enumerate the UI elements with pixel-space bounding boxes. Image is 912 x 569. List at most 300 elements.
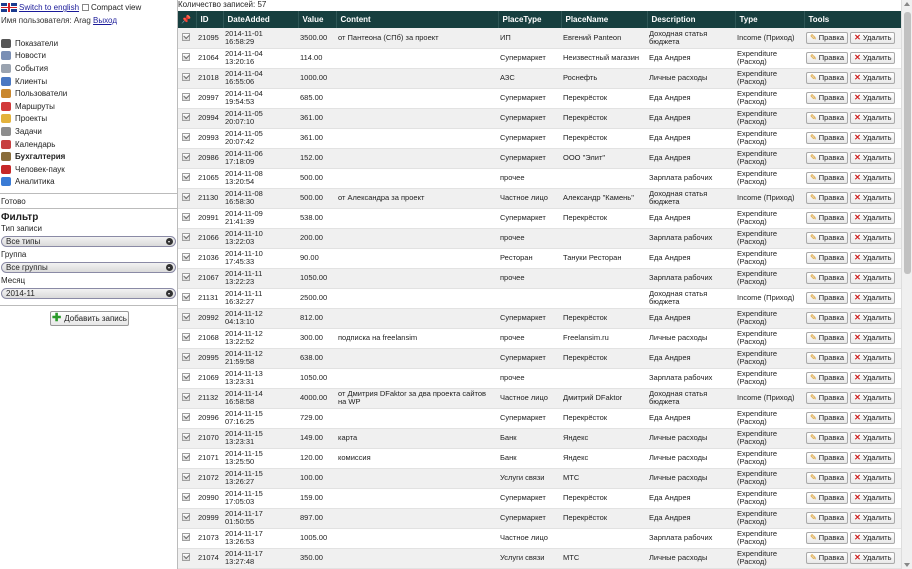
delete-button[interactable] [850,432,895,444]
row-checkbox[interactable] [182,193,190,201]
delete-button[interactable] [850,452,895,464]
edit-button[interactable] [806,552,848,564]
cell-date [223,308,298,328]
row-checkbox[interactable] [182,353,190,361]
delete-button[interactable] [850,132,895,144]
cell-tools [804,28,901,48]
cell-description: Еда Андрея [647,128,735,148]
row-checkbox[interactable] [182,493,190,501]
scroll-down-icon[interactable] [904,563,910,567]
edit-button[interactable] [806,532,848,544]
delete-button[interactable] [850,472,895,484]
pencil-icon: ✎ [810,333,817,342]
type-filter-select[interactable] [1,236,176,247]
edit-button[interactable] [806,472,848,484]
cell-place-type: Услуги связи [498,468,561,488]
cell-place-name [561,228,647,248]
edit-button[interactable] [806,272,848,284]
edit-button[interactable] [806,252,848,264]
delete-x-icon: ✕ [854,373,861,382]
table-row [178,28,901,48]
edit-label: Правка [818,433,845,442]
edit-button[interactable] [806,292,848,304]
cell-place-type: прочее [498,168,561,188]
table-row [178,388,901,408]
delete-button[interactable] [850,512,895,524]
nav-item[interactable] [1,125,177,138]
edit-button[interactable] [806,432,848,444]
delete-x-icon: ✕ [854,513,861,522]
delete-button[interactable] [850,312,895,324]
table-row [178,408,901,428]
edit-button[interactable] [806,72,848,84]
edit-button[interactable] [806,172,848,184]
delete-button[interactable] [850,212,895,224]
delete-button[interactable] [850,92,895,104]
cell-place-type: Супермаркет [498,108,561,128]
row-select-cell [178,228,196,248]
row-checkbox[interactable] [182,233,190,241]
cell-description: Зарплата рабочих [647,168,735,188]
delete-button[interactable] [850,332,895,344]
delete-button[interactable] [850,152,895,164]
add-record-button[interactable] [50,311,129,326]
delete-x-icon: ✕ [854,133,861,142]
delete-label: Удалить [862,213,892,222]
cell-date-day: 2014-11-11 [225,269,263,278]
cell-value: 2500.00 [298,288,336,308]
row-checkbox[interactable] [182,293,190,301]
row-checkbox[interactable] [182,473,190,481]
cell-date-day: 2014-11-15 [225,489,263,498]
pencil-icon: ✎ [810,313,817,322]
table-row [178,148,901,168]
cell-content [336,48,498,68]
row-checkbox[interactable] [182,273,190,281]
clients-icon [1,77,11,86]
pencil-icon: ✎ [810,193,817,202]
news-icon [1,51,11,60]
cell-description: Доходная статья бюджета [647,388,735,408]
row-checkbox[interactable] [182,73,190,81]
edit-label: Правка [818,293,845,302]
cell-description: Еда Андрея [647,88,735,108]
table-row [178,268,901,288]
cell-id: 20990 [196,488,223,508]
row-checkbox[interactable] [182,313,190,321]
edit-label: Правка [818,513,845,522]
nav-item-label: События [15,63,49,73]
cell-date-day: 2014-11-05 [225,109,263,118]
edit-label: Правка [818,233,845,242]
group-filter-select[interactable] [1,262,176,273]
delete-x-icon: ✕ [854,393,861,402]
delete-button[interactable] [850,392,895,404]
delete-label: Удалить [862,313,892,322]
cell-value: 729.00 [298,408,336,428]
cell-value: 638.00 [298,348,336,368]
cell-id: 20994 [196,108,223,128]
column-header-id[interactable]: ID [196,11,223,28]
cell-date [223,468,298,488]
column-header-description[interactable]: Description [647,11,735,28]
row-checkbox[interactable] [182,413,190,421]
cell-tools [804,508,901,528]
cell-id: 20986 [196,148,223,168]
cell-tools [804,248,901,268]
nav-item-label: Задачи [15,126,42,136]
nav-item[interactable] [1,62,177,75]
row-select-cell [178,388,196,408]
scrollbar-thumb[interactable] [904,12,911,274]
row-select-cell [178,28,196,48]
cell-place-type: Частное лицо [498,528,561,548]
table-row [178,88,901,108]
cell-place-name: Freelansim.ru [561,328,647,348]
cell-description: Еда Андрея [647,108,735,128]
delete-x-icon: ✕ [854,173,861,182]
cell-place-name [561,168,647,188]
table-row [178,288,901,308]
cell-date [223,88,298,108]
cell-description: Личные расходы [647,448,735,468]
delete-button[interactable] [850,352,895,364]
cell-description: Личные расходы [647,328,735,348]
cell-date-time: 16:32:27 [225,297,255,306]
delete-button[interactable] [850,552,895,564]
pencil-icon: ✎ [810,533,817,542]
cell-date-day: 2014-11-17 [225,549,263,558]
cell-id: 20993 [196,128,223,148]
cell-place-name: Перекрёсток [561,128,647,148]
cell-date-time: 19:54:53 [225,97,255,106]
column-header-type[interactable]: Type [735,11,804,28]
users-icon [1,89,11,98]
cell-tools [804,188,901,208]
edit-button[interactable] [806,372,848,384]
cell-tools [804,368,901,388]
nav-item-label: Маршруты [15,101,55,111]
row-select-cell [178,48,196,68]
nav-item-label: Клиенты [15,76,48,86]
cell-tools [804,408,901,428]
language-row [1,2,141,13]
delete-label: Удалить [862,393,892,402]
cell-description: Еда Андрея [647,348,735,368]
cell-date-day: 2014-11-15 [225,409,263,418]
cell-date-time: 01:50:55 [225,517,255,526]
column-header-value[interactable]: Value [298,11,336,28]
delete-label: Удалить [862,373,892,382]
delete-label: Удалить [862,453,892,462]
delete-x-icon: ✕ [854,493,861,502]
cell-content [336,348,498,368]
cell-description: Еда Андрея [647,248,735,268]
edit-label: Правка [818,553,845,562]
cell-tools [804,528,901,548]
edit-button[interactable] [806,412,848,424]
edit-button[interactable] [806,452,848,464]
cell-type: Income (Приход) [735,28,804,48]
scroll-up-icon[interactable] [904,2,910,6]
delete-button[interactable] [850,252,895,264]
logout-link[interactable]: Выход [93,16,117,25]
analytics-pie-icon [1,177,11,186]
cell-value: 100.00 [298,468,336,488]
delete-button[interactable] [850,72,895,84]
column-header-place-name[interactable]: PlaceName [561,11,647,28]
row-select-cell [178,268,196,288]
cell-place-name: ООО "Элит" [561,148,647,168]
cell-place-type: Супермаркет [498,128,561,148]
edit-button[interactable] [806,352,848,364]
cell-description: Еда Андрея [647,208,735,228]
cell-date-day: 2014-11-11 [225,289,263,298]
delete-label: Удалить [862,513,892,522]
cell-type: Expenditure (Расход) [735,328,804,348]
table-row [178,248,901,268]
column-header-date[interactable]: DateAdded [223,11,298,28]
pencil-icon: ✎ [810,273,817,282]
cell-content: подписка на freelansim [336,328,498,348]
delete-button[interactable] [850,372,895,384]
nav-item-label: Календарь [15,139,56,149]
cell-date-day: 2014-11-08 [225,169,263,178]
row-checkbox[interactable] [182,553,190,561]
cell-type: Expenditure (Расход) [735,68,804,88]
row-checkbox[interactable] [182,393,190,401]
cell-content [336,468,498,488]
row-checkbox[interactable] [182,513,190,521]
cell-value: 149.00 [298,428,336,448]
cell-place-type: прочее [498,228,561,248]
table-row [178,448,901,468]
cell-date-day: 2014-11-06 [225,149,263,158]
cell-content [336,488,498,508]
compact-view-checkbox[interactable] [82,4,89,11]
edit-button[interactable] [806,392,848,404]
row-checkbox[interactable] [182,253,190,261]
cell-description: Еда Андрея [647,488,735,508]
cell-type: Expenditure (Расход) [735,268,804,288]
delete-x-icon: ✕ [854,233,861,242]
row-select-cell [178,68,196,88]
cell-type: Expenditure (Расход) [735,148,804,168]
cell-date-day: 2014-11-01 [225,28,263,38]
cell-description: Зарплата рабочих [647,368,735,388]
pencil-icon: ✎ [810,93,817,102]
cell-place-name: Александр "Камень" [561,188,647,208]
cell-date-day: 2014-11-12 [225,309,263,318]
chevron-down-icon [166,264,173,271]
cell-id: 21036 [196,248,223,268]
cell-date-time: 13:20:16 [225,57,255,66]
cell-date [223,68,298,88]
cell-date-time: 13:20:54 [225,177,255,186]
row-checkbox[interactable] [182,33,190,41]
delete-button[interactable] [850,192,895,204]
delete-button[interactable] [850,32,895,44]
nav-item-label: Проекты [15,114,48,124]
gauge-icon [1,39,11,48]
row-checkbox[interactable] [182,533,190,541]
nav-item[interactable] [1,176,177,189]
cell-value: 300.00 [298,328,336,348]
table-body [178,28,901,568]
cell-description: Еда Андрея [647,408,735,428]
cell-content [336,268,498,288]
row-checkbox[interactable] [182,53,190,61]
row-checkbox[interactable] [182,373,190,381]
nav-item-label: Показатели [15,38,59,48]
edit-button[interactable] [806,312,848,324]
delete-button[interactable] [850,272,895,284]
edit-button[interactable] [806,212,848,224]
pencil-icon: ✎ [810,253,817,262]
table-header-row [178,11,901,28]
select-column-header[interactable] [178,11,196,28]
edit-button[interactable] [806,332,848,344]
row-checkbox[interactable] [182,173,190,181]
vertical-scrollbar[interactable] [901,0,912,569]
delete-button[interactable] [850,492,895,504]
cell-place-type: Супермаркет [498,508,561,528]
edit-button[interactable] [806,232,848,244]
cell-description: Еда Андрея [647,308,735,328]
row-select-cell [178,248,196,268]
cell-tools [804,428,901,448]
row-checkbox[interactable] [182,93,190,101]
cell-content [336,548,498,568]
row-select-cell [178,408,196,428]
cell-id: 21068 [196,328,223,348]
edit-label: Правка [818,93,845,102]
row-select-cell [178,348,196,368]
row-checkbox[interactable] [182,213,190,221]
group-filter-label: Группа [1,250,27,259]
edit-button[interactable] [806,512,848,524]
edit-button[interactable] [806,132,848,144]
delete-button[interactable] [850,232,895,244]
delete-button[interactable] [850,172,895,184]
uk-flag-icon[interactable] [1,3,17,12]
row-select-cell [178,288,196,308]
edit-button[interactable] [806,112,848,124]
cell-tools [804,448,901,468]
row-checkbox[interactable] [182,113,190,121]
row-checkbox[interactable] [182,333,190,341]
cell-description: Личные расходы [647,428,735,448]
spider-icon [1,165,11,174]
row-checkbox[interactable] [182,133,190,141]
nav-item[interactable] [1,37,177,50]
cell-place-type: прочее [498,328,561,348]
status-text: Готово [1,197,26,206]
edit-button[interactable] [806,152,848,164]
delete-button[interactable] [850,532,895,544]
edit-button[interactable] [806,192,848,204]
month-filter-select[interactable] [1,288,176,299]
row-checkbox[interactable] [182,453,190,461]
cell-date-day: 2014-11-04 [225,49,263,58]
column-header-content[interactable]: Content [336,11,498,28]
edit-button[interactable] [806,52,848,64]
nav-item[interactable] [1,150,177,163]
cell-place-type: АЗС [498,68,561,88]
cell-id: 20996 [196,408,223,428]
cell-place-name: Яндекс [561,448,647,468]
cell-type: Expenditure (Расход) [735,348,804,368]
delete-button[interactable] [850,412,895,424]
delete-button[interactable] [850,112,895,124]
cell-place-type: Супермаркет [498,348,561,368]
type-filter-value: Все типы [6,237,41,246]
cell-content [336,528,498,548]
row-checkbox[interactable] [182,433,190,441]
cell-id: 20999 [196,508,223,528]
cell-tools [804,168,901,188]
cell-content: от Пантеона (СПб) за проект [336,28,498,48]
nav-item-label: Бухгалтерия [15,152,66,162]
delete-button[interactable] [850,292,895,304]
edit-label: Правка [818,313,845,322]
cell-type: Expenditure (Расход) [735,88,804,108]
nav-item[interactable] [1,113,177,126]
table-row [178,428,901,448]
edit-button[interactable] [806,492,848,504]
delete-button[interactable] [850,52,895,64]
nav-item[interactable] [1,50,177,63]
edit-label: Правка [818,113,845,122]
table-row [178,308,901,328]
delete-label: Удалить [862,273,892,282]
nav-item[interactable] [1,138,177,151]
pencil-icon: ✎ [810,433,817,442]
month-filter-label: Месяц [1,276,26,285]
nav-item[interactable] [1,100,177,113]
cell-value: 500.00 [298,188,336,208]
cell-type: Expenditure (Расход) [735,528,804,548]
cell-type: Expenditure (Расход) [735,368,804,388]
row-checkbox[interactable] [182,153,190,161]
cell-date-day: 2014-11-04 [225,89,263,98]
compact-view-label: Compact view [91,3,142,12]
cell-place-name: Перекрёсток [561,108,647,128]
edit-label: Правка [818,533,845,542]
records-table [178,11,901,569]
column-header-place-type[interactable]: PlaceType [498,11,561,28]
cell-content [336,508,498,528]
cell-type: Expenditure (Расход) [735,128,804,148]
edit-label: Правка [818,493,845,502]
edit-label: Правка [818,453,845,462]
table-row [178,208,901,228]
delete-label: Удалить [862,493,892,502]
pencil-icon: ✎ [810,213,817,222]
switch-language-link[interactable]: Switch to english [19,3,80,12]
nav-item[interactable] [1,163,177,176]
edit-button[interactable] [806,32,848,44]
pencil-icon: ✎ [810,53,817,62]
table-row [178,48,901,68]
cell-date [223,488,298,508]
nav-item[interactable] [1,75,177,88]
nav-item[interactable] [1,87,177,100]
edit-button[interactable] [806,92,848,104]
cell-date [223,328,298,348]
table-row [178,228,901,248]
cell-value: 1050.00 [298,268,336,288]
